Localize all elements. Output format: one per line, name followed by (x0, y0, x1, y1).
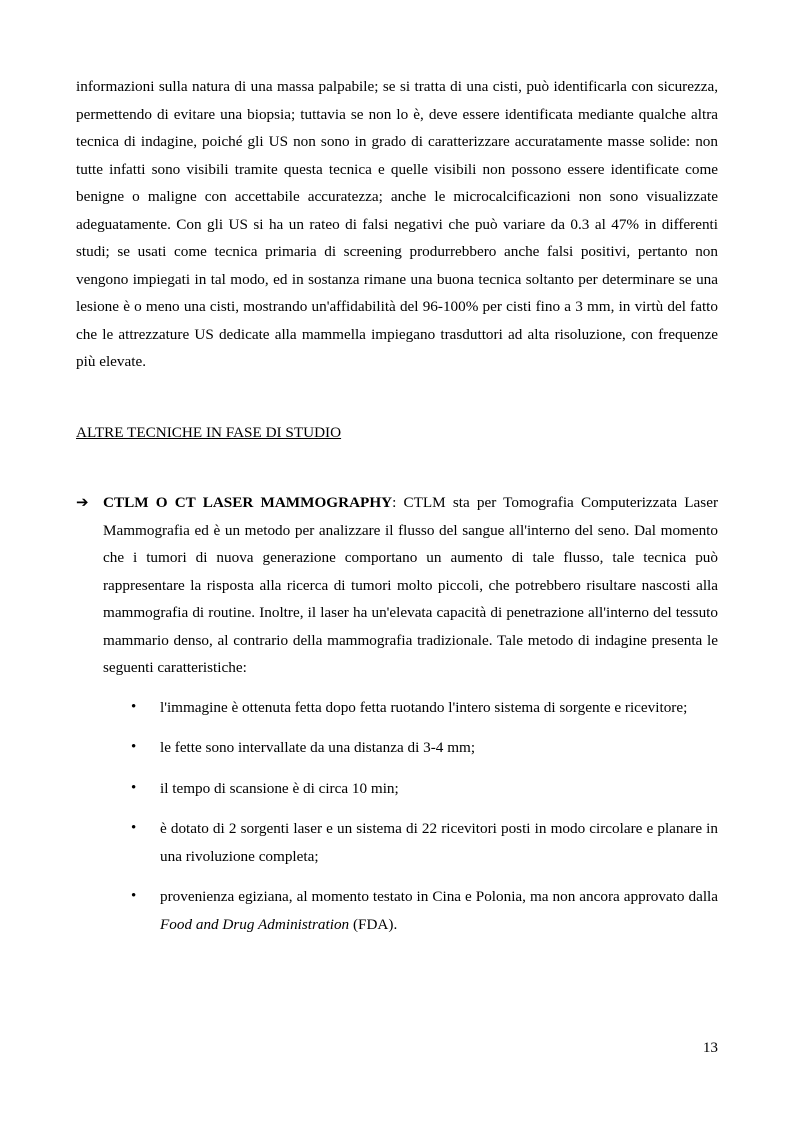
feature-text: le fette sono intervallate da una distanza di 3-4 mm; (160, 739, 476, 756)
bullet-icon: • (131, 739, 137, 755)
bullet-icon: • (131, 698, 137, 715)
arrow-right-icon: ➔ (76, 493, 89, 511)
feature-text: il tempo di scansione è di circa 10 min; (160, 779, 399, 797)
bullet-icon: • (131, 779, 137, 796)
features-list (76, 694, 718, 939)
feature-text-before: provenienza egiziana, al momento testato in Cina e Polonia, ma non ancora approvato dalla (160, 888, 718, 905)
list-item (76, 883, 718, 938)
feature-text-after: (FDA). (349, 915, 398, 933)
list-item (76, 775, 718, 803)
list-item (76, 694, 718, 722)
ctlm-section (76, 489, 718, 951)
list-item (76, 815, 718, 870)
fda-name: Food and Drug Administration (160, 915, 350, 933)
bullet-icon: • (131, 820, 137, 836)
list-item (76, 734, 718, 762)
ctlm-term: CTLM O CT LASER MAMMOGRAPHY (103, 494, 393, 511)
intro-paragraph: informazioni sulla natura di una massa palpabile; se si tratta di una cisti, può identificarla con sicurezza, permettendo di evitare una biopsia; tuttavia se non lo è, deve essere identificata mediante qualche altra tecnica di indagine, poiché gli US non sono in grado di caratterizzare accuratamente masse solide: non tutte infatti sono visibili tramite questa tecnica e quelle visibili non possono essere identificate come benigne o maligne con accettabile accuratezza; anche le microcalcificazioni non sono visualizzate adeguatamente. Con gli US si ha un rateo di falsi negativi che può variare da 0.3 al 47% in differenti studi; se usati come tecnica primaria di screening produrrebbero anche falsi positivi, pertanto non vengono impiegati in tal modo, ed in sostanza rimane una buona tecnica soltanto per determinare se una lesione è o meno una cisti, mostrando un'affidabilità del 96-100% per cisti fino a 3 mm, in virtù del fatto che le attrezzature US dedicate alla mammella impiegano trasduttori ad alta risoluzione, con frequenze più elevate. (76, 78, 718, 370)
bullet-icon: • (131, 888, 137, 904)
section-heading: ALTRE TECNICHE IN FASE DI STUDIO (76, 424, 342, 441)
ctlm-description (103, 489, 718, 682)
feature-text (160, 888, 718, 933)
feature-text: è dotato di 2 sorgenti laser e un sistema di 22 ricevitori posti in modo circolare e planare in una rivoluzione completa; (160, 820, 718, 865)
ctlm-description-text: : CTLM sta per Tomografia Computerizzata Laser Mammografia ed è un metodo per analizzare il flusso del sangue all'interno del seno. Dal momento che i tumori di nuova generazione comportano un aumento di tale flusso, tale tecnica può rappresentare la risposta alla ricerca di tumori molto piccoli, che potrebbero risultare nascosti alla mammografia di routine. Inoltre, il laser ha un'elevata capacità di penetrazione all'interno del tessuto mammario denso, al contrario della mammografia tradizionale. Tale metodo di indagine presenta le seguenti caratteristiche: (103, 494, 718, 676)
page-number: 13 (702, 1039, 718, 1056)
feature-text: l'immagine è ottenuta fetta dopo fetta ruotando l'intero sistema di sorgente e ricevitore; (160, 698, 688, 716)
